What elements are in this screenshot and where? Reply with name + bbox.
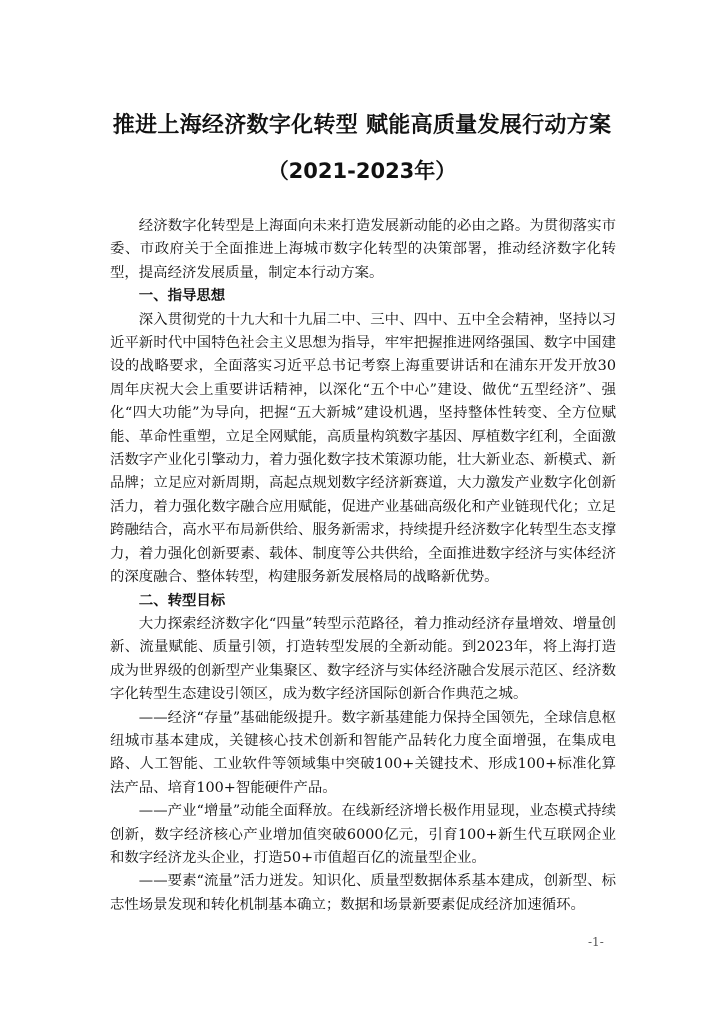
page-number: -1- [588, 935, 604, 949]
section-heading-transformation-goals: 二、转型目标 [138, 592, 226, 609]
guiding-ideology-paragraph: 深入贯彻党的十九大和十九届二中、三中、四中、五中全会精神，坚持以习近平新时代中国特色社会主义思想为指导，牢牢把握推进网络强国、数字中国建设的战略要求，全面落实习近平总书记考察上海重要讲话和在浦东开发开放30周年庆祝大会上重要讲话精神，以深化“五个中心”建设、做优“五型经济”、强化“四大功能”为导向，把握“五大新城”建设机遇，坚持整体性转变、全方位赋能、革命性重塑，立足全网赋能，高质量构筑数字基因、厚植数字红利，全面激活数字产业化引擎动力，着力强化数字技术策源功能，壮大新业态、新模式、新品牌；立足应对新周期，高起点规划数字经济新赛道，大力激发产业数字化创新活力，着力强化数字融合应用赋能，促进产业基础高级化和产业链现代化；立足跨融结合，高水平布局新供给、服务新需求，持续提升经济数字化转型生态支撑力，着力强化创新要素、载体、制度等公共供给，全面推进数字经济与实体经济的深度融合、整体转型，构建服务新发展格局的战略新优势。 [110, 311, 616, 586]
intro-paragraph: 经济数字化转型是上海面向未来打造发展新动能的必由之路。为贯彻落实市委、市政府关于全面推进上海城市数字化转型的决策部署，推动经济数字化转型，提高经济发展质量，制定本行动方案。 [110, 218, 616, 281]
document-subtitle: （2021-2023年） [267, 159, 457, 183]
section-heading-guiding-ideology: 一、指导思想 [138, 288, 226, 305]
goals-paragraph: 大力探索经济数字化“四量”转型示范路径，着力推动经济存量增效、增量创新、流量赋能、质量引领，打造转型发展的全新动能。到2023年，将上海打造成为世界级的创新型产业集聚区、数字经济与实体经济融合发展示范区、经济数字化转型生态建设引领区，成为数字经济国际创新合作典范之城。 [110, 615, 616, 703]
document-title: 推进上海经济数字化转型 赋能高质量发展行动方案 [112, 113, 612, 138]
goals-stock-paragraph: ——经济“存量”基础能级提升。数字新基建能力保持全国领先，全球信息枢纽城市基本建成，关键核心技术创新和智能产品转化力度全面增强，在集成电路、人工智能、工业软件等领域集中突破100+关键技术、形成100+标准化算法产品、培育100+智能硬件产品。 [110, 709, 616, 796]
document-body [110, 215, 616, 917]
goals-flow-paragraph: ——要素“流量”活力迸发。知识化、质量型数据体系基本建成，创新型、标志性场景发现和转化机制基本确立；数据和场景新要素促成经济加速循环。 [110, 873, 616, 913]
goals-increment-paragraph: ——产业“增量”动能全面释放。在线新经济增长极作用显现，业态模式持续创新，数字经济核心产业增加值突破6000亿元，引育100+新生代互联网企业和数字经济龙头企业，打造50+市值超百亿的流量型企业。 [110, 803, 616, 866]
